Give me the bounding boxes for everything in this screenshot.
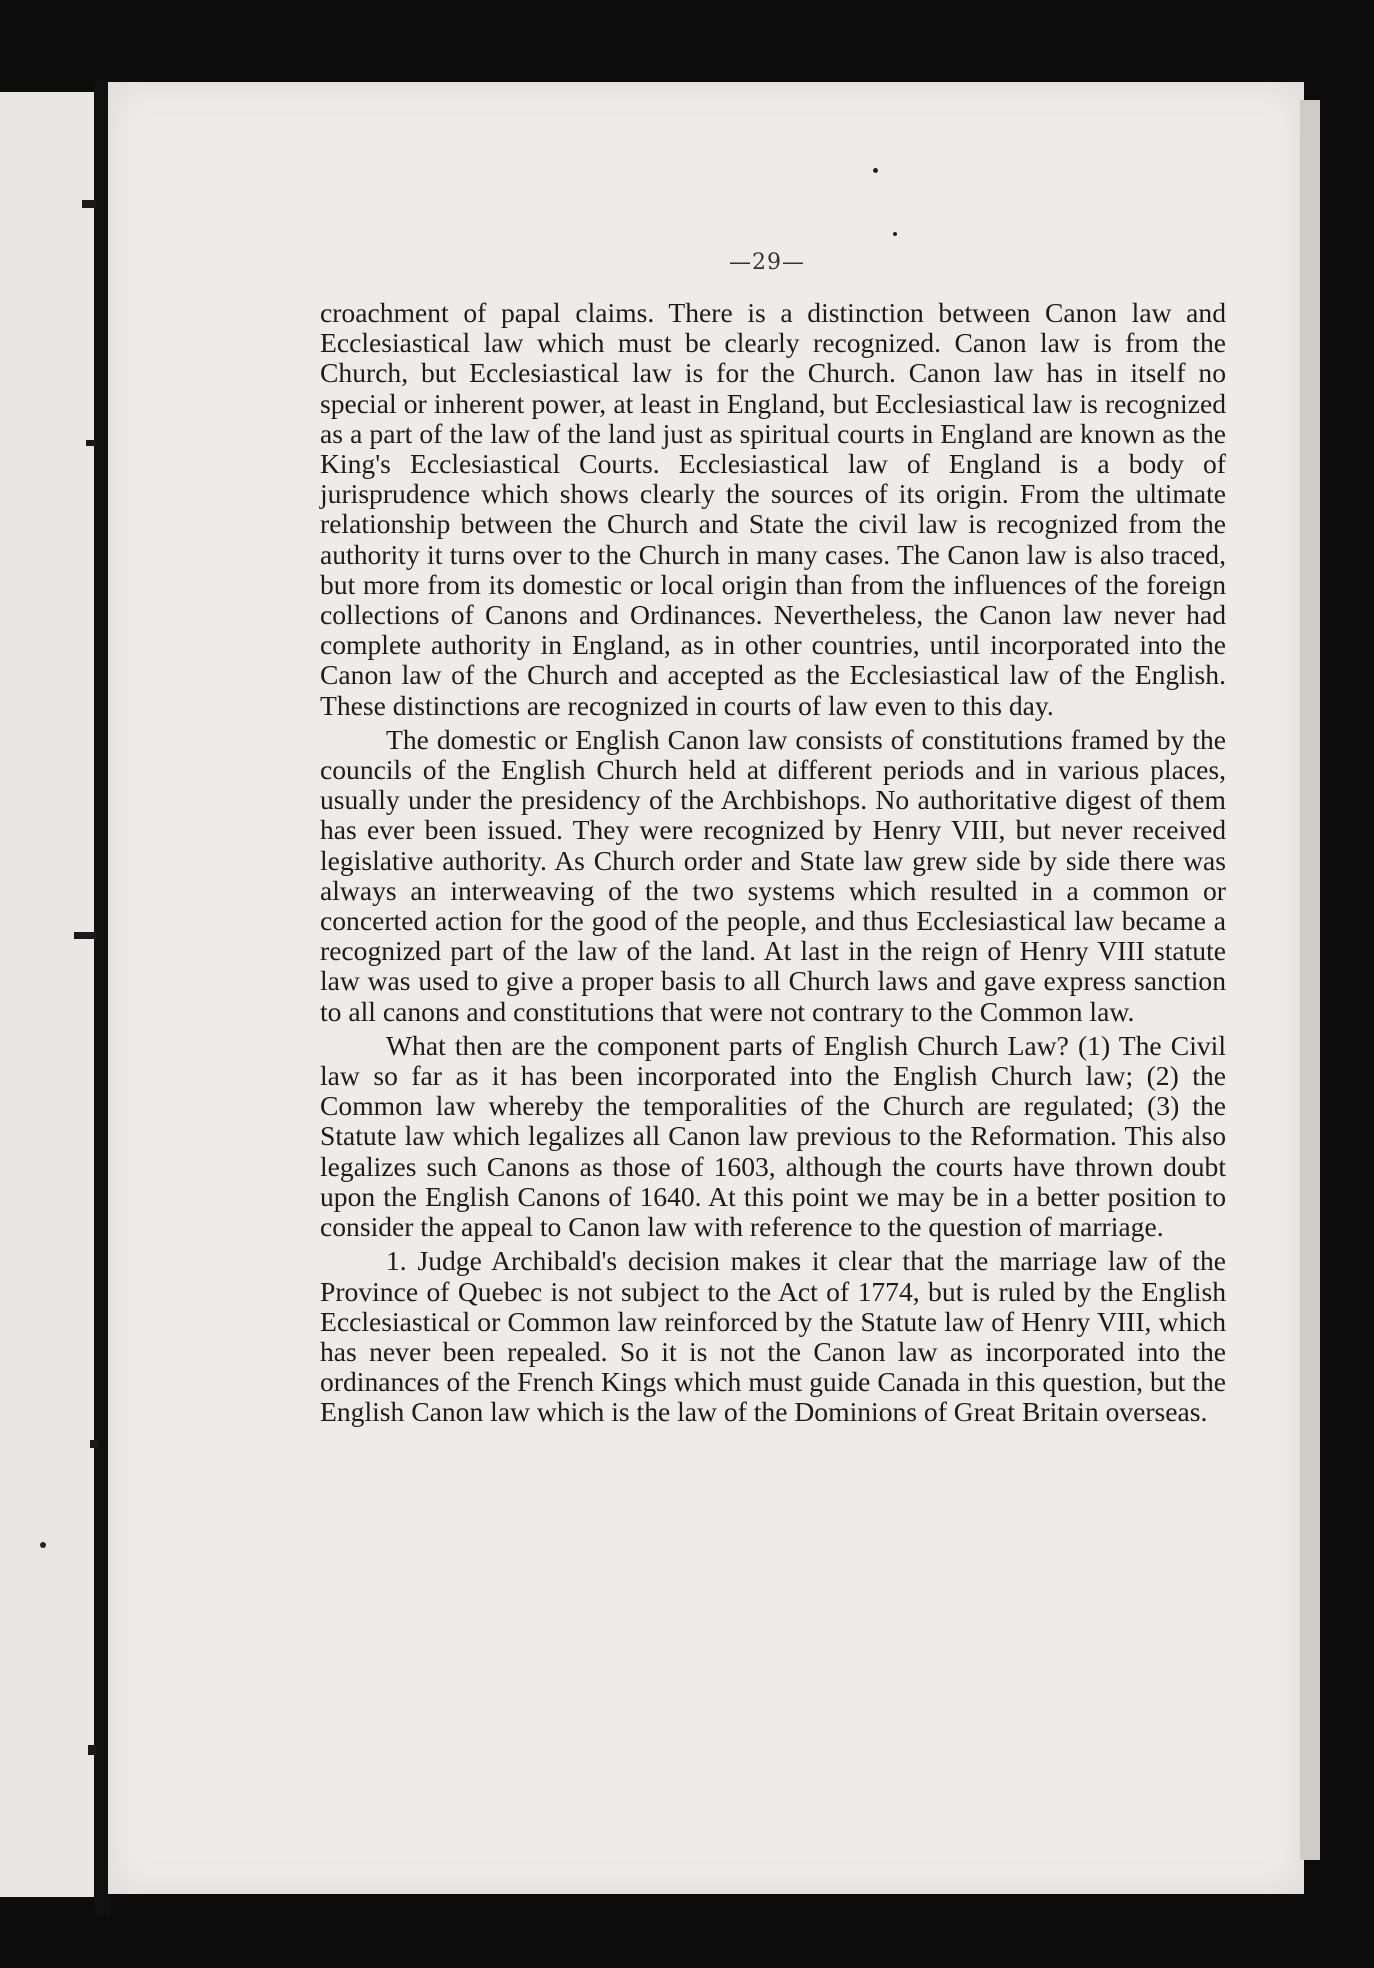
previous-page-edge [0, 92, 96, 1897]
page-number: —29— [729, 250, 805, 275]
margin-mark [86, 440, 96, 446]
paragraph: croachment of papal claims. There is a distinction between Canon law and Ecclesiastical law which must be clearly recognized. Canon law is from the Church, but Ecclesiastical law is for the Church. Canon law has in itself no special or inherent power, at least in England, but Ecclesiastical law is recognized as a part of the law of the land just as spiritual courts in England are known as the King's Ecclesiastical Courts. Ecclesiastical law of England is a body of jurisprudence which shows clearly the sources of its origin. From the ultimate relationship between the Church and State the civil law is recognized from the authority it turns over to the Church in many cases. The Canon law is also traced, but more from its domestic or local origin than from the influences of the foreign collections of Canons and Ordinances. Nevertheless, the Canon law never had complete authority in England, as in other countries, until incorporated into the Canon law of the Church and accepted as the Ecclesiastical law of the English. These distinctions are recognized in courts of law even to this day. [320, 297, 1226, 721]
paragraph: 1. Judge Archibald's decision makes it clear that the marriage law of the Province of Quebec is not subject to the Act of 1774, but is ruled by the English Ecclesiastical or Common law reinforced by the Statute law of Henry VIII, which has never been repealed. So it is not the Canon law as incorporated into the ordinances of the French Kings which must guide Canada in this question, but the English Canon law which is the law of the Dominions of Great Britain overseas. [320, 1245, 1226, 1428]
margin-mark [82, 200, 96, 208]
page-right-edge [1300, 100, 1320, 1860]
margin-mark [88, 1745, 96, 1755]
body-text [320, 298, 1226, 1432]
paragraph: The domestic or English Canon law consists of constitutions framed by the councils of the English Church held at different periods and in various places, usually under the presidency of the Archbishops. No authoritative digest of them has ever been issued. They were recognized by Henry VIII, but never received legislative authority. As Church order and State law grew side by side there was always an interweaving of the two systems which resulted in a common or concerted action for the good of the people, and thus Ecclesiastical law became a recognized part of the law of the land. At last in the reign of Henry VIII statute law was used to give a proper basis to all Church laws and gave express sanction to all canons and constitutions that were not contrary to the Common law. [320, 723, 1226, 1027]
margin-mark [90, 1440, 98, 1448]
scan-speck [873, 168, 878, 173]
scan-speck [893, 232, 897, 236]
paragraph: What then are the component parts of English Church Law? (1) The Civil law so far as it has been incorporated into the English Church law; (2) the Common law whereby the temporalities of the Church are regulated; (3) the Statute law which legalizes all Canon law previous to the Reformation. This also legalizes such Canons as those of 1603, although the courts have thrown doubt upon the English Canons of 1640. At this point we may be in a better position to consider the appeal to Canon law with reference to the question of marriage. [320, 1029, 1226, 1243]
margin-mark [74, 932, 96, 939]
scan-speck [40, 1542, 46, 1548]
